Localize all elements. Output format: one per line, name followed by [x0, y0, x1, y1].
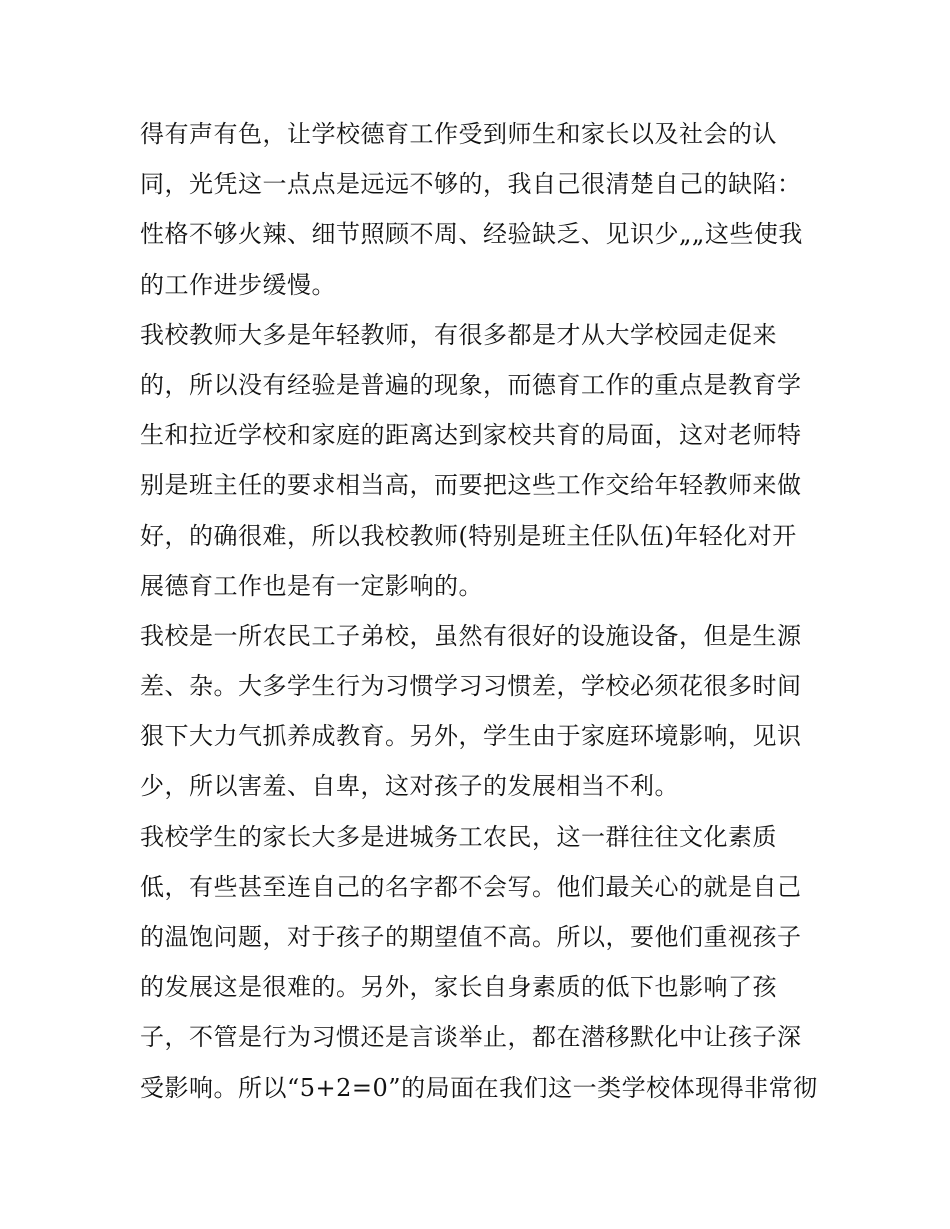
- text-line: 别是班主任的要求相当高，而要把这些工作交给年轻教师来做: [140, 471, 802, 500]
- text-line: 受影响。所以“5+2=0”的局面在我们这一类学校体现得非常彻: [140, 1073, 818, 1102]
- text-line: 少，所以害羞、自卑，这对孩子的发展相当不利。: [140, 772, 679, 801]
- text-line: 同，光凭这一点点是远远不够的，我自己很清楚自己的缺陷：: [140, 170, 802, 199]
- text-line: 狠下大力气抓养成教育。另外，学生由于家庭环境影响，见识: [140, 722, 802, 751]
- text-line: 差、杂。大多学生行为习惯学习习惯差，学校必须花很多时间: [140, 672, 802, 701]
- text-line: 的，所以没有经验是普遍的现象，而德育工作的重点是教育学: [140, 370, 802, 399]
- text-line: 低，有些甚至连自己的名字都不会写。他们最关心的就是自己: [140, 872, 802, 901]
- text-line: 我校学生的家长大多是进城务工农民，这一群往往文化素质: [140, 822, 777, 851]
- body-text: [140, 109, 820, 1113]
- text-line: 得有声有色，让学校德育工作受到师生和家长以及社会的认: [140, 120, 777, 148]
- text-line: 我校教师大多是年轻教师，有很多都是才从大学校园走促来: [140, 320, 777, 349]
- text-line: 性格不够火辣、细节照顾不周、经验缺乏、见识少„„这些使我: [140, 220, 803, 249]
- text-line: 我校是一所农民工子弟校，虽然有很好的设施设备，但是生源: [140, 621, 802, 650]
- text-line: 的温饱问题，对于孩子的期望值不高。所以，要他们重视孩子: [140, 923, 802, 951]
- text-line: 展德育工作也是有一定影响的。: [140, 571, 483, 600]
- text-line: 子，不管是行为习惯还是言谈举止，都在潜移默化中让孩子深: [140, 1023, 802, 1052]
- text-line: 好，的确很难，所以我校教师(特别是班主任队伍)年轻化对开: [140, 521, 797, 550]
- text-line: 的工作进步缓慢。: [140, 270, 336, 299]
- text-line: 生和拉近学校和家庭的距离达到家校共育的局面，这对老师特: [140, 421, 802, 450]
- text-line: 的发展这是很难的。另外，家长自身素质的低下也影响了孩: [140, 973, 777, 1002]
